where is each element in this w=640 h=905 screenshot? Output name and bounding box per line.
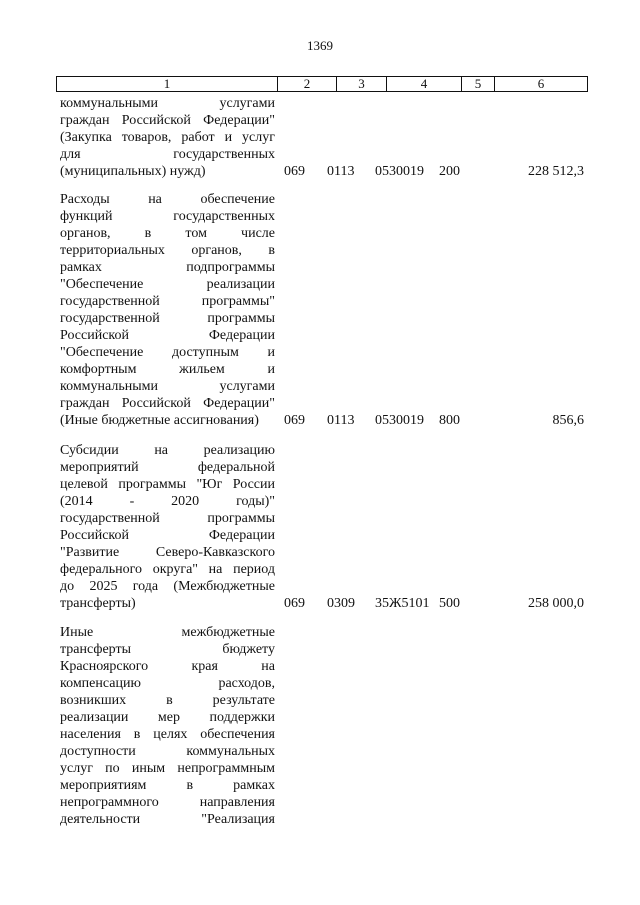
description-line: для государственных (60, 147, 275, 162)
description-line: Российской Федерации (60, 528, 275, 543)
column-header-3: 3 (336, 77, 386, 91)
row-code-5: 800 (439, 413, 460, 428)
description-line: мероприятиям в рамках (60, 778, 275, 793)
row-code-5: 200 (439, 164, 460, 179)
description-line: "Обеспечение реализации (60, 277, 275, 292)
description-line: Субсидии на реализацию (60, 443, 275, 458)
description-line: граждан Российской Федерации" (60, 396, 275, 411)
description-line: трансферты) (60, 596, 136, 611)
row-code-2: 069 (284, 413, 305, 428)
description-line: рамках подпрограммы (60, 260, 275, 275)
description-line: трансферты бюджету (60, 642, 275, 657)
row-code-2: 069 (284, 596, 305, 611)
description-line: (Иные бюджетные ассигнования) (60, 413, 259, 428)
description-line: государственной программы" (60, 294, 275, 309)
column-header-5: 5 (461, 77, 494, 91)
description-line: возникших в результате (60, 693, 275, 708)
row-code-4: 0530019 (375, 413, 424, 428)
page-number: 1369 (307, 38, 333, 53)
description-line: (муниципальных) нужд) (60, 164, 206, 179)
description-line: государственной программы (60, 311, 275, 326)
description-line: до 2025 года (Межбюджетные (60, 579, 275, 594)
row-code-3: 0309 (327, 596, 355, 611)
description-line: Иные межбюджетные (60, 625, 275, 640)
description-line: доступности коммунальных (60, 744, 275, 759)
column-header-6: 6 (494, 77, 587, 91)
description-line: реализации мер поддержки (60, 710, 275, 725)
description-line: комфортным жильем и (60, 362, 275, 377)
description-line: государственной программы (60, 511, 275, 526)
description-line: федерального округа" на период (60, 562, 275, 577)
description-line: мероприятий федеральной (60, 460, 275, 475)
table-header (56, 76, 588, 92)
description-line: "Обеспечение доступным и (60, 345, 275, 360)
table-row-description (60, 624, 275, 828)
description-line: Красноярского края на (60, 659, 275, 674)
description-line: компенсацию расходов, (60, 676, 275, 691)
column-header-4: 4 (386, 77, 461, 91)
description-line: коммунальными услугами (60, 96, 275, 111)
description-line: Расходы на обеспечение (60, 192, 275, 207)
description-line: "Развитие Северо-Кавказского (60, 545, 275, 560)
description-line: (2014 - 2020 годы)" (60, 494, 275, 509)
column-header-1: 1 (163, 76, 171, 91)
description-line: (Закупка товаров, работ и услуг (60, 130, 275, 145)
description-line: услуг по иным непрограммным (60, 761, 275, 776)
row-code-3: 0113 (327, 164, 355, 179)
table-row-description (60, 442, 275, 612)
description-line: непрограммного направления (60, 795, 275, 810)
row-code-3: 0113 (327, 413, 355, 428)
row-code-4: 35Ж5101 (375, 596, 430, 611)
row-amount: 228 512,3 (528, 164, 584, 179)
row-amount: 258 000,0 (528, 596, 584, 611)
description-line: территориальных органов, в (60, 243, 275, 258)
table-row-description (60, 191, 275, 429)
description-line: функций государственных (60, 209, 275, 224)
row-code-4: 0530019 (375, 164, 424, 179)
row-code-2: 069 (284, 164, 305, 179)
description-line: граждан Российской Федерации" (60, 113, 275, 128)
description-line: населения в целях обеспечения (60, 727, 275, 742)
column-header-2: 2 (277, 77, 336, 91)
table-row-description (60, 95, 275, 180)
row-code-5: 500 (439, 596, 460, 611)
description-line: коммунальными услугами (60, 379, 275, 394)
description-line: органов, в том числе (60, 226, 275, 241)
description-line: целевой программы "Юг России (60, 477, 275, 492)
row-amount: 856,6 (552, 413, 584, 428)
description-line: Российской Федерации (60, 328, 275, 343)
description-line: деятельности "Реализация (60, 812, 275, 827)
